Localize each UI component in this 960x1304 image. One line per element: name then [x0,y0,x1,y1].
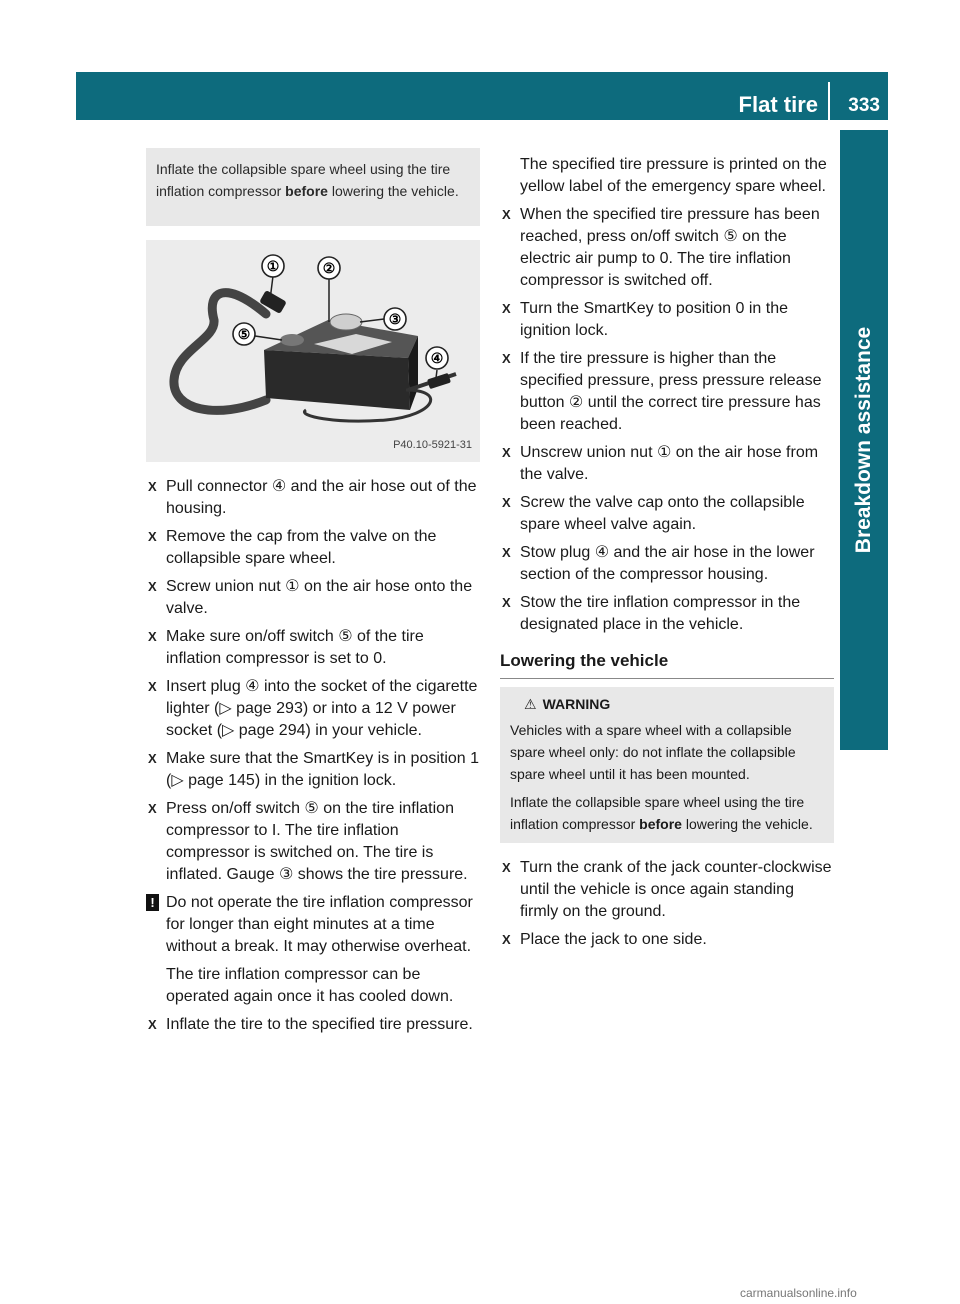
step [146,476,482,520]
warning-text: Vehicles with a spare wheel with a collapsible spare wheel only: do not inflate the collapsible spare wheel until it has been mounted. [510,722,796,782]
note-bold: before [285,183,328,199]
warning-icon: ⚠ [524,696,537,712]
step [500,442,834,486]
step-text: Screw the valve cap onto the collapsible spare wheel valve again. [520,494,805,533]
step [146,526,482,570]
intro-paragraph: The specified tire pressure is printed on the yellow label of the emergency spare wheel. [520,156,827,195]
side-tab [840,130,888,750]
air-hose [174,293,266,411]
left-column [146,476,482,1042]
warning-header [510,693,826,715]
step-text: Stow the tire inflation compressor in the designated place in the vehicle. [520,594,801,633]
step-text: Remove the cap from the valve on the collapsible spare wheel. [166,528,437,567]
step-text: Stow plug ④ and the air hose in the lower section of the compressor housing. [520,544,815,583]
on-off-switch [280,334,304,346]
step-text: Inflate the tire to the specified tire pressure. [166,1016,473,1033]
footer-watermark: carmanualsonline.info [740,1286,857,1300]
step-text: When the specified tire pressure has been reached, press on/off switch ⑤ on the electric air pump to 0. The tire inflation compressor is switched off. [520,206,820,289]
compressor-illustration [146,240,480,462]
pressure-gauge [330,314,362,330]
step-marker: X [148,801,157,816]
section-title: Flat tire [738,92,818,117]
step [146,676,482,742]
side-tab-label: Breakdown assistance [852,326,875,554]
step-marker: X [148,579,157,594]
step [500,929,834,951]
page-number: 333 [848,95,880,116]
header-bar [76,72,888,120]
step [500,592,834,636]
step [500,204,834,292]
step-text: Make sure on/off switch ⑤ of the tire inflation compressor is set to 0. [166,628,424,667]
step-text: Pull connector ④ and the air hose out of the housing. [166,478,477,517]
warning-text-2 [510,791,826,835]
warning-text-2-start: Inflate the collapsible spare wheel using the tire inflation compressor [510,794,805,832]
step-text: If the tire pressure is higher than the specified pressure, press pressure release button ② until the correct tire pressure has been reached. [520,350,822,433]
step [500,298,834,342]
note-text-end: lowering the vehicle. [327,183,459,199]
callout-2: ② [322,260,336,276]
step-text: Insert plug ④ into the socket of the cigarette lighter (▷ page 293) or into a 12 V power socket (▷ page 294) in your vehicle. [166,678,478,739]
step-marker: X [148,529,157,544]
step-marker: X [502,495,511,510]
step-marker: X [148,479,157,494]
warning-text-2-bold: before [639,816,682,832]
exclamation-icon: ! [146,894,159,911]
attention-text: Do not operate the tire inflation compressor for longer than eight minutes at a time without a break. It may otherwise overheat. [166,894,473,955]
figure-code: P40.10-5921-31 [393,439,472,451]
attention-text-2: The tire inflation compressor can be operated again once it has cooled down. [166,966,454,1005]
warning-text-2-end: lowering the vehicle. [681,816,813,832]
step [500,348,834,436]
step [146,798,482,886]
step-marker: X [502,860,511,875]
step-marker: X [148,629,157,644]
step-marker: X [502,351,511,366]
step-text: Press on/off switch ⑤ on the tire inflation compressor to I. The tire inflation compressor is switched on. The tire is inflated. Gauge ③ shows the tire pressure. [166,800,468,883]
header-divider [828,82,830,120]
compressor-figure [146,240,480,462]
step [500,857,834,923]
step [500,492,834,536]
callout-4: ④ [430,350,444,366]
plug [427,373,451,389]
step-text: Unscrew union nut ① on the air hose from the valve. [520,444,819,483]
callout-1: ① [266,258,280,274]
top-note [146,148,480,226]
step-text: Turn the SmartKey to position 0 in the ignition lock. [520,300,788,339]
step [500,542,834,586]
step-marker: X [148,679,157,694]
warning-title: WARNING [542,696,611,712]
step-marker: X [148,751,157,766]
step-text: Place the jack to one side. [520,931,707,948]
step [146,626,482,670]
step [146,576,482,620]
step-marker: X [502,545,511,560]
step-text: Make sure that the SmartKey is in position 1 (▷ page 145) in the ignition lock. [166,750,480,789]
note-text: Inflate the collapsible spare wheel using the tire inflation compressor [156,161,451,199]
section-heading: Lowering the vehicle [500,650,834,679]
step-marker: X [502,932,511,947]
right-column [500,154,834,957]
step-marker: X [502,301,511,316]
warning-box [500,687,834,843]
step-marker: X [502,595,511,610]
step-text: Screw union nut ① on the air hose onto the valve. [166,578,473,617]
callout-3: ③ [388,311,402,327]
step [146,748,482,792]
step-marker: X [148,1017,157,1032]
step-marker: X [502,445,511,460]
attention-note [146,892,482,1008]
step-marker: X [502,207,511,222]
housing-front [264,350,410,410]
callout-5: ⑤ [237,326,251,342]
step-text: Turn the crank of the jack counter-clockwise until the vehicle is once again standing firmly on the ground. [520,859,832,920]
side-tab-marker [840,700,888,748]
step [146,1014,482,1036]
